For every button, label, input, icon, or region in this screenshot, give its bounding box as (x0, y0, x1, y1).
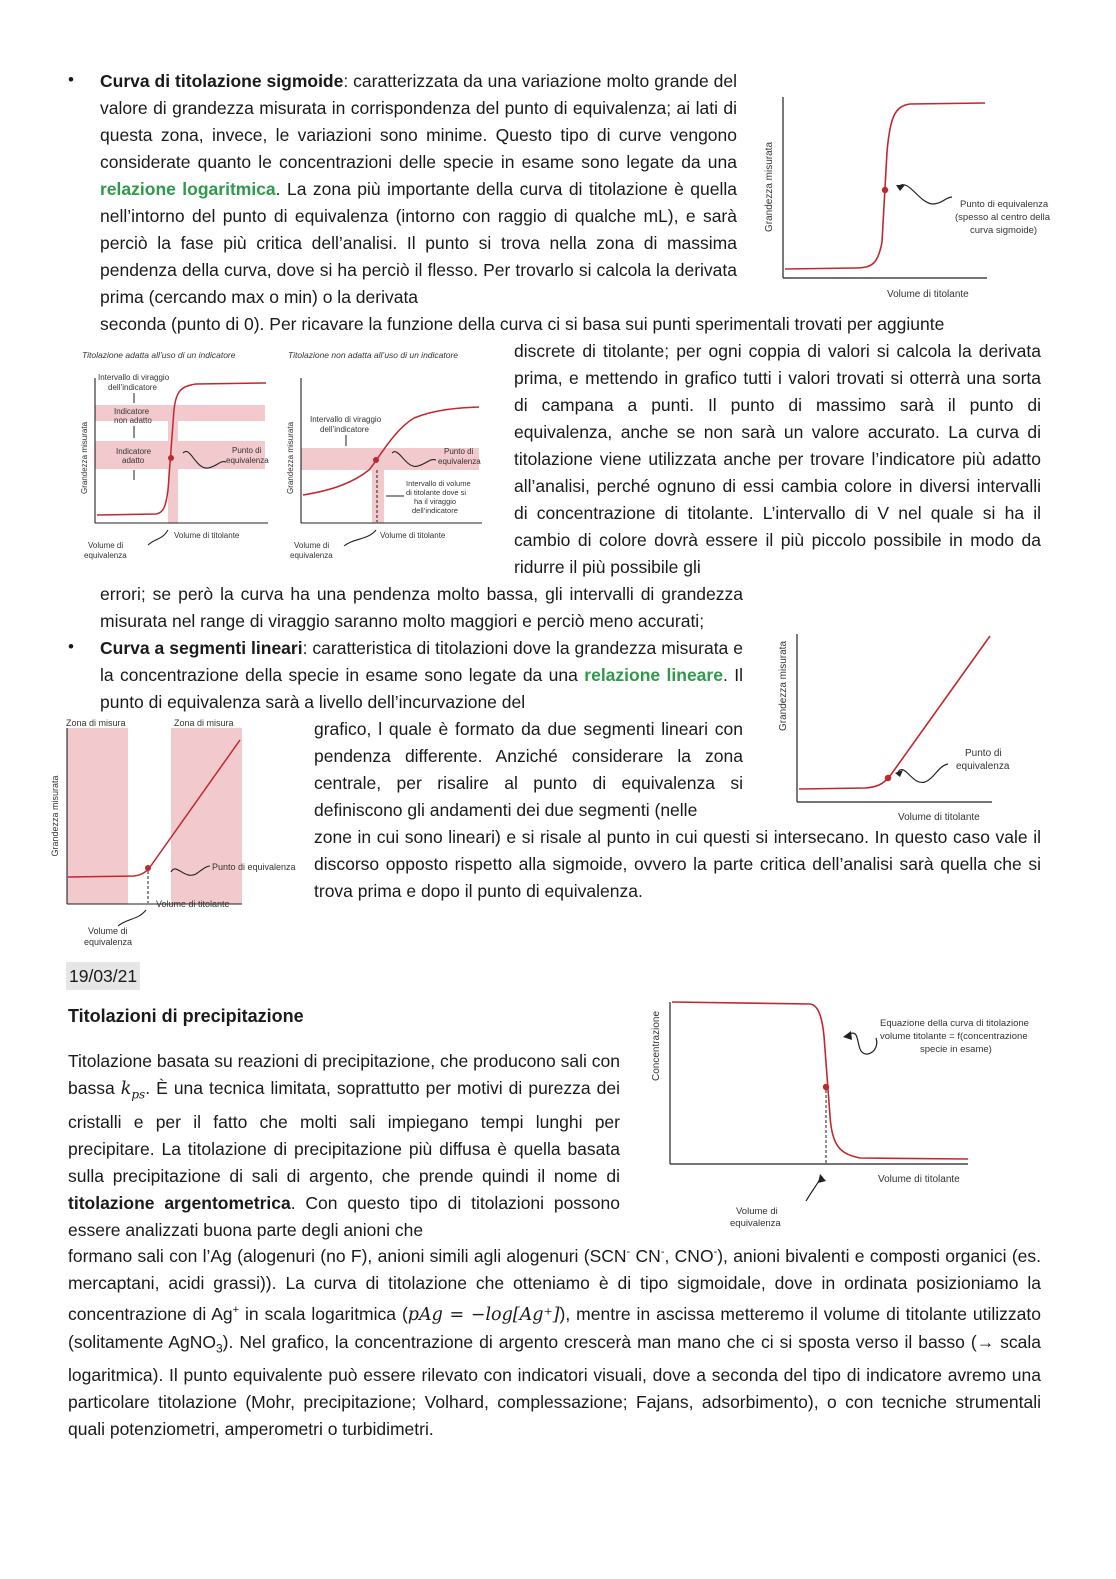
linear-text-1: : caratteristica di titolazioni dove la grandezza misurata e la concentrazione della specie in esame sono legate da una (100, 638, 743, 685)
precip-text-1b: . È una tecnica limitata, soprattutto per motivi di purezza dei cristalli e per il fatto che molti sali impiegano tempi lunghi per precipitare. La titolazione di precipitazione più diffusa è quella basata sulla precipitazione di sali di argento, che prende quindi il nome di (68, 1078, 620, 1186)
fig2-ve1: Volume di (88, 541, 124, 550)
fig2-xlabel: Volume di titolante (174, 531, 240, 540)
precip-text-2a: formano sali con l’Ag (alogenuri (no F), anioni simili agli alogenuri (SCN (68, 1245, 627, 1266)
fig3-int1: Intervallo di viraggio (310, 415, 382, 424)
fig4-ylabel: Grandezza misurata (778, 640, 789, 732)
fig3-int2: dell’indicatore (320, 425, 369, 434)
fig2-na1: Indicatore (114, 407, 150, 416)
fig2-ve2: equivalenza (84, 551, 127, 560)
fig3-ve2: equivalenza (290, 551, 333, 560)
fig6-ann3: specie in esame) (920, 1044, 992, 1055)
linear-paragraph (100, 635, 743, 716)
fig4-xlabel: Volume di titolante (898, 812, 980, 823)
fig5-xlabel: Volume di titolante (156, 899, 230, 909)
bullet-linear: • (68, 637, 74, 656)
relazione-lineare: relazione lineare (584, 665, 723, 685)
sigmoid-text-3: seconda (punto di 0). Per ricavare la funzione della curva ci si basa sui punti sperimentali trovati per aggiunte (100, 314, 945, 334)
cno-charge: - (713, 1246, 718, 1258)
kps-sub: ps (131, 1087, 146, 1102)
fig5-zone2: Zona di misura (174, 718, 234, 728)
precip-text-2c: , CNO (664, 1245, 714, 1266)
precip-text-2e: in scala logaritmica ( (239, 1303, 408, 1324)
fig3-iv1: Intervallo di volume (406, 479, 471, 488)
argentometric-term: titolazione argentometrica (68, 1192, 291, 1213)
fig2-ylabel: Grandezza misurata (80, 421, 89, 495)
fig6-ve2: equivalenza (730, 1218, 781, 1229)
kps-symbol (120, 1079, 146, 1102)
fig3-pe2: equivalenza (438, 457, 481, 466)
linear-text-2: . Il punto di equivalenza sarà a livello dell’incurvazione del (100, 665, 743, 712)
sigmoid-term: Curva di titolazione sigmoide (100, 71, 344, 91)
date-label: 19/03/21 (66, 962, 140, 990)
fig2-na2: non adatto (114, 416, 152, 425)
fig6-ann2: volume titolante = f(concentrazione (880, 1031, 1028, 1042)
fig2-title: Titolazione adatta all’uso di un indicatore (82, 350, 236, 360)
fig4-ann2: equivalenza (956, 761, 1010, 772)
linear-term: Curva a segmenti lineari (100, 638, 303, 658)
figure-sigmoid-curve (760, 92, 1080, 307)
fig3-xlabel: Volume di titolante (380, 531, 446, 540)
fig3-ylabel: Grandezza misurata (286, 421, 295, 495)
precip-text-2d: ), anioni bivalenti e composti organici (es. mercaptani, acidi grassi)). La curva di titolazione che otteniamo è di tipo sigmoidale, dove in ordinata posizioniamo la concentrazione di Ag (68, 1245, 1041, 1324)
fig1-ann1: Punto di equivalenza (960, 199, 1049, 210)
fig6-ann1: Equazione della curva di titolazione (880, 1018, 1029, 1029)
fig1-ann2: (spesso al centro della (955, 212, 1051, 223)
fig5-ylabel: Grandezza misurata (50, 775, 60, 857)
sigmoid-text-2: . La zona più importante della curva di titolazione è quella nell’intorno del punto di equivalenza (intorno con raggio di qualche mL), e sarà perciò la fase più critica dell’analisi. Il punto si trova nella zona di massima pendenza della curva, dove si ha perciò il flesso. Per trovarlo si calcola la derivata prima (cercando max o min) o la derivata (100, 179, 737, 307)
fig2-int1: Intervallo di viraggio (98, 373, 170, 382)
kps-k: k (120, 1079, 132, 1099)
fig6-xlabel: Volume di titolante (878, 1174, 960, 1185)
precip-text-1c: . Con questo tipo di titolazioni possono essere analizzati buona parte degli anioni che (68, 1192, 621, 1240)
ag-charge: + (232, 1303, 240, 1316)
fig2-ad1: Indicatore (116, 447, 152, 456)
precip-paragraph-2 (68, 1239, 1041, 1443)
agno3-sub: 3 (215, 1341, 223, 1356)
fig3-iv3: ha il viraggio (414, 497, 457, 506)
figure-measure-zones (46, 712, 306, 952)
sigmoid-paragraph (100, 68, 737, 311)
linear-text-3: grafico, l quale è formato da due segmenti lineari con pendenza differente. Anziché considerare la zona centrale, per risalire al punto di equivalenza si definiscono gli andamenti dei due segmenti (nelle (314, 719, 743, 820)
linear-text-4: zone in cui sono lineari) e si risale al punto in cui questi si intersecano. In questo caso vale il discorso opposto rispetto alla sigmoide, ovvero la parte critica dell’analisi sarà quella che si trova prima e dopo il punto di equivalenza. (314, 827, 1041, 901)
fig5-zone1: Zona di misura (66, 718, 126, 728)
figure-indicator-unsuitable (284, 350, 498, 565)
fig3-iv4: dell’indicatore (412, 506, 458, 515)
precip-text-2f: ), mentre in ascissa metteremo il volume di titolante utilizzato (solitamente AgNO (68, 1303, 1041, 1352)
section-heading: Titolazioni di precipitazione (68, 1006, 304, 1026)
fig3-title: Titolazione non adatta all’uso di un indicatore (288, 350, 459, 360)
fig1-ylabel: Grandezza misurata (764, 141, 775, 233)
fig5-pe: Punto di equivalenza (212, 862, 296, 872)
cn-charge: - (660, 1246, 665, 1258)
sigmoid-text-5: errori; se però la curva ha una pendenza molto bassa, gli intervalli di grandezza misurata nel range di viraggio saranno molto maggiori e perciò meno accurati; (100, 584, 743, 631)
relazione-logaritmica: relazione logaritmica (100, 179, 276, 199)
fig3-iv2: di titolante dove si (406, 488, 467, 497)
scn-charge: - (626, 1246, 631, 1258)
fig2-int2: dell’indicatore (108, 383, 157, 392)
precip-paragraph-1 (68, 1048, 620, 1244)
fig4-ann1: Punto di (965, 748, 1002, 759)
figure-linear-segments (770, 626, 1070, 831)
bullet-sigmoid: • (68, 70, 74, 89)
fig2-pe2: equivalenza (226, 456, 269, 465)
fig2-ad2: adatto (122, 456, 145, 465)
figure-indicator-suitable (78, 350, 288, 565)
precip-text-1a: Titolazione basata su reazioni di precipitazione, che producono sali con bassa (68, 1051, 620, 1098)
fig3-pe1: Punto di (444, 447, 474, 456)
fig1-ann3: curva sigmoide) (970, 225, 1038, 236)
figure-argentometric-curve (640, 996, 1080, 1234)
fig5-ve2: equivalenza (84, 937, 133, 947)
fig6-ylabel: Concentrazione (651, 1010, 662, 1082)
sigmoid-text-1: : caratterizzata da una variazione molto grande del valore di grandezza misurata in corrispondenza del punto di equivalenza; ai lati di questa zona, invece, le variazioni sono minime. Questo tipo di curve vengono considerate quanto le concentrazioni delle specie in esame sono legate da una (100, 71, 737, 172)
precip-text-2g: ). Nel grafico, la concentrazione di argento crescerà man mano che ci si sposta verso il basso (→ scala logaritmica). Il punto equivalente può essere rilevato con indicatori visuali, dove a seconda del tipo di indicatore avremo una particolare titolazione (Mohr, precipitazione; Volhard, complessazione; Fajans, adsorbimento), o con tecniche strumentali quali potenziometri, amperometri o turbidimetri. (68, 1331, 1042, 1440)
fig5-ve1: Volume di (88, 926, 128, 936)
precip-text-2b: CN (630, 1245, 661, 1266)
sigmoid-text-4: discrete di titolante; per ogni coppia di valori si calcola la derivata prima, e mettendo in grafico tutti i valori trovati si otterrà una sorta di campana a punti. Il punto di massimo sarà il punto di equivalenza, anche se non sarà un valore accurato. La curva di titolazione viene utilizzata anche per trovare l’indicatore più adatto all’analisi, perché ognuno di essi cambia colore in diversi intervalli di concentrazione di titolante. L’intervallo di V nel quale si ha il cambio di colore dovrà essere il più piccolo possibile in modo da ridurre il più possibile gli (514, 341, 1041, 577)
pag-formula: pAg = −log[Ag⁺] (407, 1304, 560, 1325)
fig2-pe1: Punto di (232, 446, 262, 455)
fig3-ve1: Volume di (294, 541, 330, 550)
fig1-xlabel: Volume di titolante (887, 289, 969, 300)
fig6-ve1: Volume di (736, 1206, 778, 1217)
